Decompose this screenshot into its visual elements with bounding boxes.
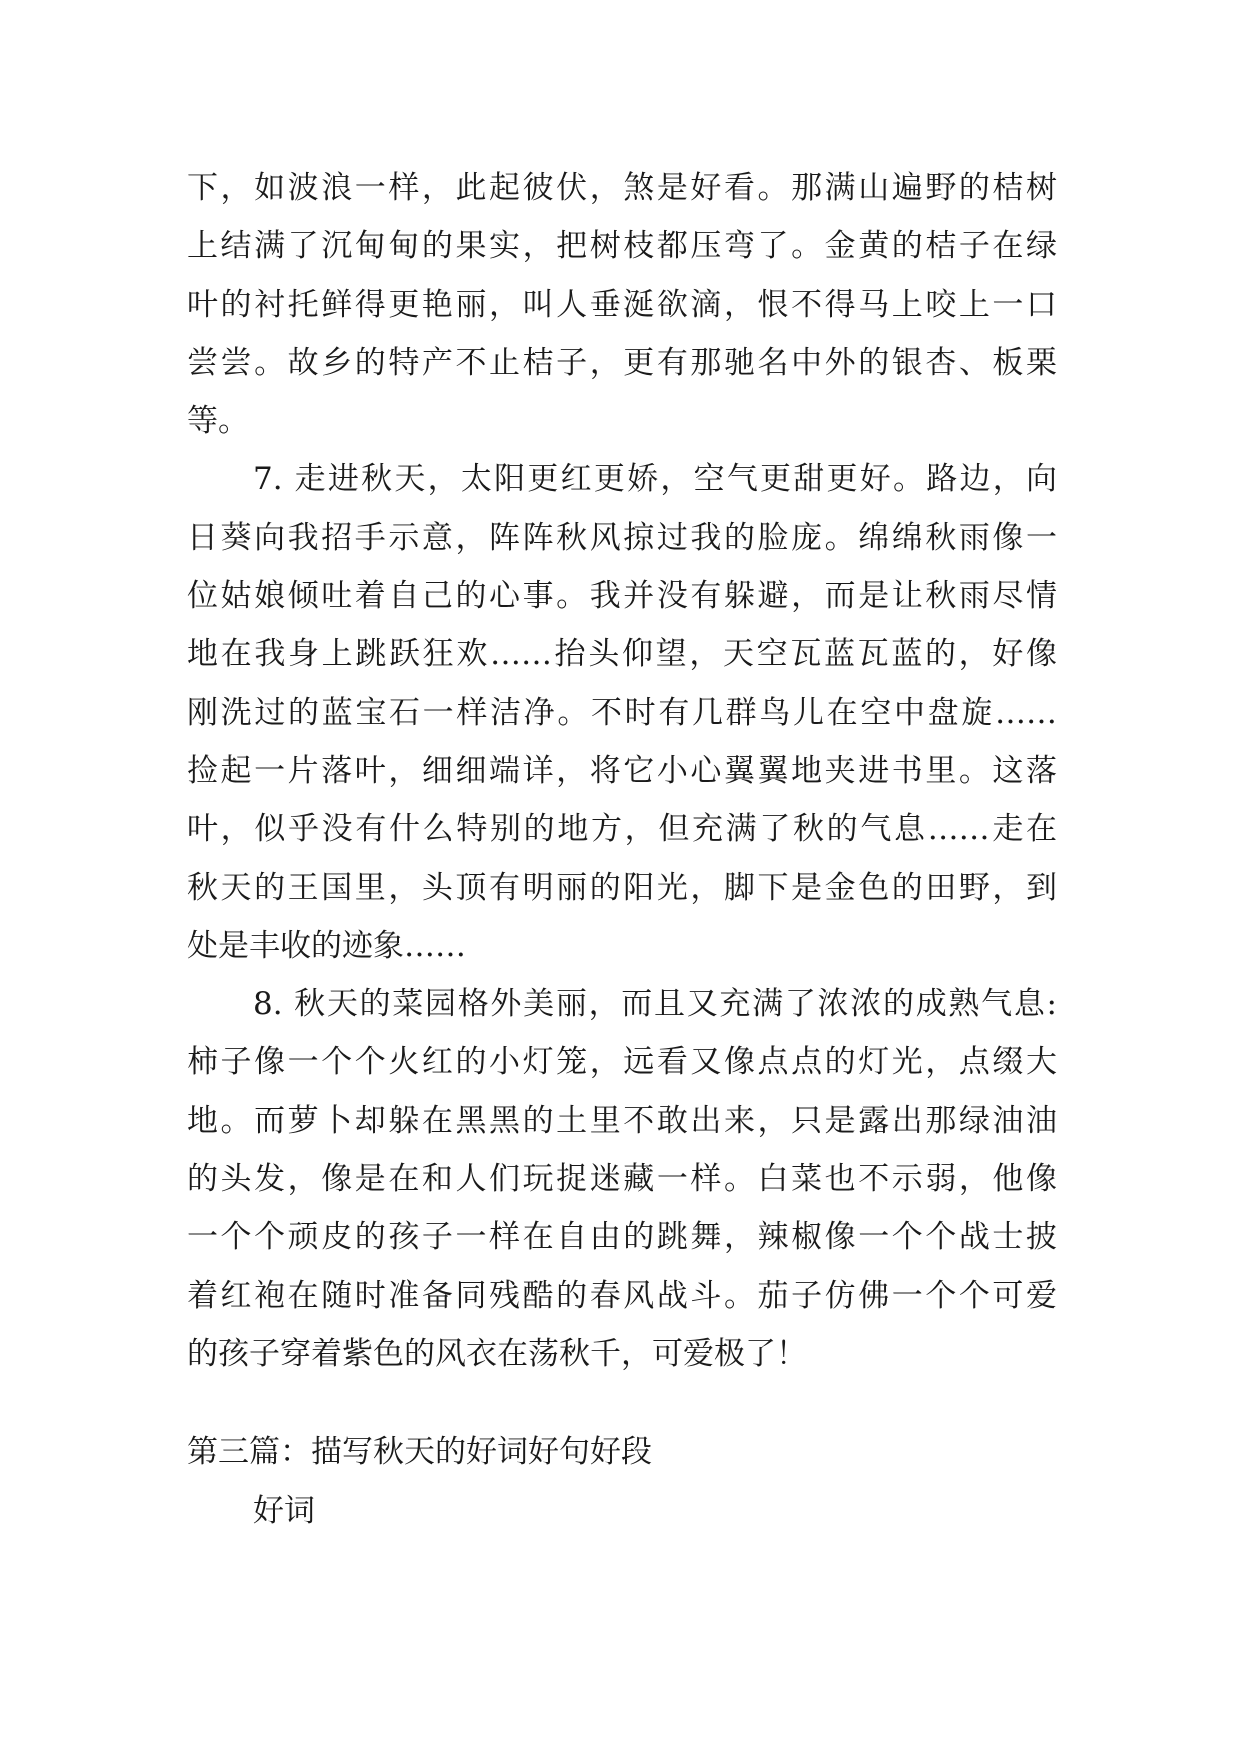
text-line: 位姑娘倾吐着自己的心事。我并没有躲避，而是让秋雨尽情: [187, 578, 1057, 615]
text-line: 下，如波浪一样，此起彼伏，煞是好看。那满山遍野的桔树: [187, 170, 1057, 206]
text-line: 8. 秋天的菜园格外美丽，而且又充满了浓浓的成熟气息:: [253, 986, 1057, 1023]
text-line: 的孩子穿着紫色的风衣在荡秋千，可爱极了！: [187, 1335, 807, 1372]
text-line: 地在我身上跳跃狂欢……抬头仰望，天空瓦蓝瓦蓝的，好像: [187, 636, 1057, 673]
text-line: 的头发，像是在和人们玩捉迷藏一样。白菜也不示弱，他像: [187, 1161, 1057, 1198]
text-line: 日葵向我招手示意，阵阵秋风掠过我的脸庞。绵绵秋雨像一: [187, 519, 1057, 556]
text-line: 上结满了沉甸甸的果实，把树枝都压弯了。金黄的桔子在绿: [187, 228, 1057, 265]
text-line: 叶，似乎没有什么特别的地方，但充满了秋的气息……走在: [187, 811, 1057, 848]
paragraph-6-continued: [187, 159, 1057, 450]
text-line: 秋天的王国里，头顶有明丽的阳光，脚下是金色的田野，到: [187, 869, 1057, 906]
text-line: 捡起一片落叶，细细端详，将它小心翼翼地夹进书里。这落: [187, 752, 1057, 789]
section-heading: 第三篇：描写秋天的好词好句好段: [187, 1434, 652, 1471]
text-line: 柿子像一个个火红的小灯笼，远看又像点点的灯光，点缀大: [187, 1044, 1057, 1081]
section-subheading: 好词: [253, 1492, 315, 1529]
paragraph-7: [187, 450, 1057, 975]
text-line: 一个个顽皮的孩子一样在自由的跳舞，辣椒像一个个战士披: [187, 1219, 1057, 1256]
text-line: 叶的衬托鲜得更艳丽，叫人垂涎欲滴，恨不得马上咬上一口: [187, 286, 1057, 323]
text-line: 地。而萝卜却躲在黑黑的土里不敢出来，只是露出那绿油油: [187, 1102, 1057, 1139]
document-page: [187, 159, 1057, 1540]
text-line: 处是丰收的迹象……: [187, 927, 466, 964]
text-line: 刚洗过的蓝宝石一样洁净。不时有几群鸟儿在空中盘旋……: [187, 694, 1057, 731]
text-line: 等。: [187, 403, 249, 440]
paragraph-8: [187, 975, 1057, 1383]
text-line: 着红袍在随时准备同残酷的春风战斗。茄子仿佛一个个可爱: [187, 1277, 1057, 1314]
text-line: 7. 走进秋天，太阳更红更娇，空气更甜更好。路边，向: [253, 461, 1057, 498]
section-gap: [187, 1383, 1057, 1423]
text-line: 尝尝。故乡的特产不止桔子，更有那驰名中外的银杏、板栗: [187, 344, 1057, 381]
